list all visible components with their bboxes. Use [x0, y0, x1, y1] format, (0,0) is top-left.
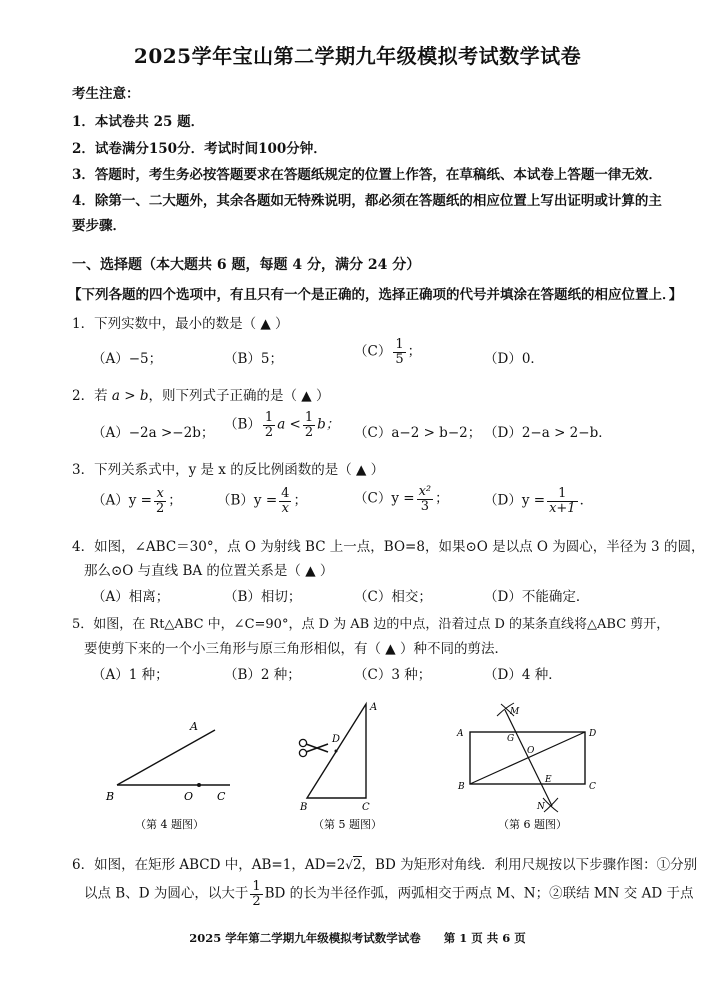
- label-o: O: [184, 790, 194, 803]
- label-b: B: [106, 790, 115, 803]
- q5-stem-line2: 要使剪下来的一个小三角形与原三角形相似，有（ ▲ ）种不同的剪法．: [84, 641, 508, 657]
- label-a: A: [370, 702, 378, 713]
- q5-option-d: （D）4 种．: [484, 667, 562, 683]
- q4-option-d: （D）不能确定．: [484, 589, 590, 605]
- q3-stem: 3．下列关系式中，y 是 x 的反比例函数的是（ ▲ ）: [72, 462, 385, 478]
- label-b: B: [300, 802, 308, 813]
- figure-6: [456, 703, 596, 831]
- q3-option-d: （D）y = $\frac{1}{x+1}$ ．: [484, 486, 594, 516]
- q2-option-a: （A）−2a >−2b；: [92, 425, 215, 441]
- q1-option-d: （D）0．: [484, 351, 544, 367]
- notice-heading: 考生注意：: [72, 86, 140, 102]
- q3-option-b: （B）y = $\frac{4}{x}$ ；: [217, 486, 307, 516]
- label-c: C: [362, 802, 370, 813]
- label-c: C: [589, 782, 596, 792]
- figure-5: [299, 702, 382, 831]
- point-d: [335, 750, 338, 753]
- point-o: [197, 783, 201, 787]
- label-d: D: [332, 734, 341, 745]
- q2-stem: 2．若 a > b，则下列式子正确的是（ ▲ ）: [72, 388, 330, 404]
- q6-stem-line2: 以点 B、D 为圆心，以大于 $\frac{1}{2}$ BD 的长为半径作弧，两弧相交于两点 M、N；②联结 MN 交 AD 于点: [84, 879, 694, 909]
- label-a: A: [190, 720, 198, 733]
- notice-item-2: 2．试卷满分150分．考试时间100分钟．: [72, 141, 327, 157]
- q3-option-a: （A）y = $\frac{x}{2}$ ；: [92, 486, 182, 516]
- figure-5-caption: （第 5 题图）: [313, 818, 382, 831]
- q1-option-b: （B）5；: [224, 351, 284, 367]
- q4-stem-line2: 那么⊙O 与直线 BA 的位置关系是（ ▲ ）: [84, 563, 334, 579]
- label-o: O: [527, 746, 535, 756]
- section-instruction: 【下列各题的四个选项中，有且只有一个是正确的，选择正确项的代号并填涂在答题纸的相应位置上．】: [68, 287, 683, 303]
- label-b: B: [458, 782, 465, 792]
- q4-option-c: （C）相交；: [354, 589, 432, 605]
- q6-stem-line1: 6．如图，在矩形 ABCD 中，AB=1，AD=2√2，BD 为矩形对角线．利用尺规按以下步骤作图：①分别: [72, 857, 698, 873]
- line-mn: [505, 710, 552, 806]
- ray-ba: [117, 730, 215, 785]
- label-a: A: [457, 729, 464, 739]
- q5-option-b: （B）2 种；: [224, 667, 301, 683]
- label-n: N: [537, 802, 545, 812]
- notice-item-4-cont: 要步骤．: [72, 218, 126, 234]
- notice-item-1: 1．本试卷共 25 题．: [72, 114, 205, 130]
- q2-option-d: （D）2−a > 2−b．: [484, 425, 612, 441]
- q4-stem-line1: 4．如图，∠ABC＝30°，点 O 为射线 BC 上一点，BO=8，如果⊙O 是以点 O 为圆心，半径为 3 的圆，: [72, 539, 705, 555]
- figures-row: [0, 690, 715, 840]
- label-m: M: [510, 707, 520, 717]
- figure-6-caption: （第 6 题图）: [498, 818, 567, 831]
- label-d: D: [589, 729, 597, 739]
- figure-4: [105, 720, 230, 831]
- q1-option-c: （C） $\frac{1}{5}$ ；: [354, 337, 422, 367]
- q5-option-c: （C）3 种；: [354, 667, 432, 683]
- q3-option-c: （C）y = $\frac{\text{x²}}{3}$ ；: [354, 484, 449, 514]
- notice-item-3: 3．答题时，考生务必按答题要求在答题纸规定的位置上作答，在草稿纸、本试卷上答题一律无效．: [72, 167, 662, 183]
- q4-option-a: （A）相离；: [92, 589, 170, 605]
- page-footer: 2025 学年第二学期九年级模拟考试数学试卷 第 1 页 共 6 页: [189, 931, 526, 945]
- q5-option-a: （A）1 种；: [92, 667, 169, 683]
- section-heading: 一、选择题（本大题共 6 题，每题 4 分，满分 24 分）: [72, 257, 421, 273]
- page-title: 2025学年宝山第二学期九年级模拟考试数学试卷: [133, 44, 582, 68]
- q4-option-b: （B）相切；: [224, 589, 302, 605]
- label-e: E: [545, 775, 552, 785]
- label-g: G: [507, 734, 515, 744]
- q2-option-c: （C）a−2 > b−2；: [354, 425, 482, 441]
- diagonal-bd: [470, 732, 585, 784]
- q5-stem-line1: 5．如图，在 Rt△ABC 中，∠C=90°，点 D 为 AB 边的中点，沿着过点 D 的某条直线将△ABC 剪开，: [72, 617, 670, 632]
- q1-stem: 1．下列实数中，最小的数是（ ▲ ）: [72, 316, 289, 332]
- notice-item-4: 4．除第一、二大题外，其余各题如无特殊说明，都必须在答题纸的相应位置上写出证明或计算的主: [72, 193, 662, 209]
- label-c: C: [217, 790, 226, 803]
- scissors-icon: [299, 739, 328, 756]
- q1-option-a: （A）−5；: [92, 351, 163, 367]
- figure-4-caption: （第 4 题图）: [135, 818, 204, 831]
- q2-option-b: （B） $\frac{1}{2}$ a < $\frac{1}{2}$ b；: [224, 410, 340, 440]
